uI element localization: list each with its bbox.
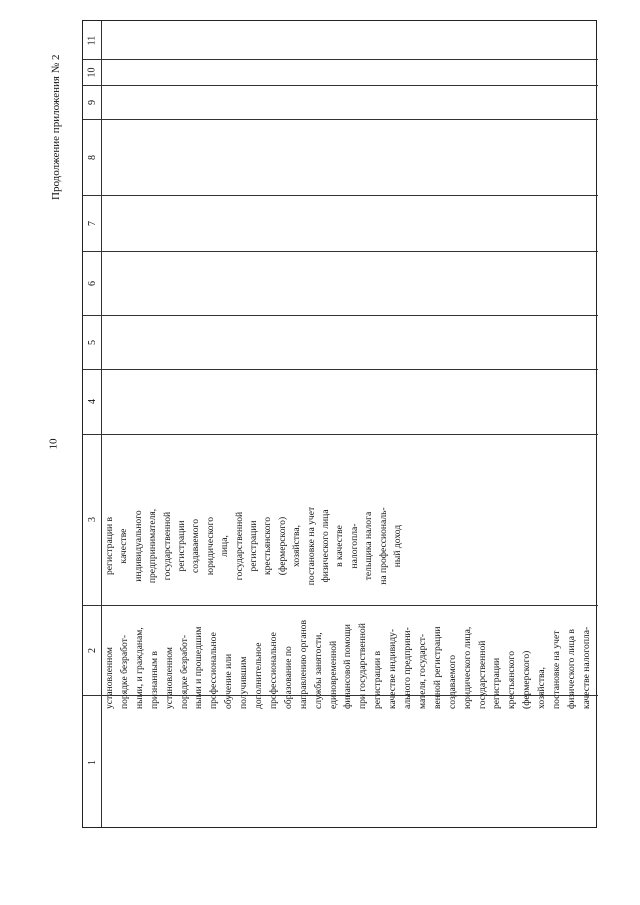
col1-line: обучение или xyxy=(223,653,235,709)
col-header-1: 1 xyxy=(86,759,98,765)
col1-line: порядке безработ- xyxy=(178,634,190,709)
col3-line: юридического xyxy=(204,516,216,576)
col3-line: постановке на учет xyxy=(305,506,317,586)
col-divider-5-6 xyxy=(83,315,598,316)
col3-line: в качестве xyxy=(334,525,346,567)
col-header-6: 6 xyxy=(86,280,98,286)
col1-line: ального предприни- xyxy=(402,627,413,709)
col-header-5: 5 xyxy=(86,339,98,345)
col3-line: налогопла- xyxy=(348,523,360,569)
col3-line: хозяйства, xyxy=(291,524,303,568)
col-header-9: 9 xyxy=(86,99,98,105)
col1-line: профессиональное xyxy=(208,632,220,709)
col3-line: предпринимателя, xyxy=(147,508,159,584)
col1-line: признанным в xyxy=(148,651,160,709)
col3-line: лица, xyxy=(219,535,231,557)
col1-line: регистрации xyxy=(491,657,503,709)
col1-line: профессиональное xyxy=(267,632,279,709)
col-header-2: 2 xyxy=(86,647,98,653)
col3-line: ный доход xyxy=(392,524,403,568)
col1-line: установленном xyxy=(163,647,175,709)
col3-line: регистрации в xyxy=(104,516,115,576)
col1-line: дополнительное xyxy=(253,642,264,709)
col3-line: физического лица xyxy=(320,509,331,583)
col-header-10: 10 xyxy=(86,67,98,77)
col3-line: крестьянского xyxy=(262,516,274,576)
col-divider-3-4 xyxy=(83,434,598,435)
col-header-7: 7 xyxy=(86,220,98,226)
col3-line: тельщика налога xyxy=(363,511,375,581)
page-number: 10 xyxy=(47,438,60,450)
col1-line: получившим xyxy=(238,656,250,709)
col-header-11: 11 xyxy=(86,35,98,45)
col-divider-7-8 xyxy=(83,195,598,196)
col-divider-6-7 xyxy=(83,251,598,252)
col1-line: юридического лица, xyxy=(461,626,473,709)
col1-line: направлению органов xyxy=(297,620,309,709)
col3-line: на профессиональ- xyxy=(377,507,389,585)
col3-line: регистрации xyxy=(176,520,187,572)
col3-line: государственной xyxy=(233,511,245,581)
col1-line: службы занятости, xyxy=(312,632,324,709)
col-divider-4-5 xyxy=(83,369,598,370)
appendix-title: Продолжение приложения № 2 xyxy=(50,54,62,200)
col1-line: хозяйства, xyxy=(536,666,548,709)
col1-line: единовременной xyxy=(327,640,339,709)
col1-line: ными, и гражданам, xyxy=(133,627,145,709)
col1-line: образование по xyxy=(282,646,294,709)
col3-line: индивидуального xyxy=(132,510,144,582)
col1-line: создаваемого xyxy=(446,654,458,709)
col1-line: ными и прошедшим xyxy=(193,626,205,709)
col1-line: установленном xyxy=(104,647,115,709)
col-header-3: 3 xyxy=(86,517,98,522)
col1-line: финансовой помощи xyxy=(342,624,354,709)
col1-line: мателя, государст- xyxy=(416,633,428,709)
col-divider-10-11 xyxy=(83,59,598,60)
col-divider-8-9 xyxy=(83,119,598,120)
col-header-8: 8 xyxy=(86,154,98,160)
col1-line: постановке на учет xyxy=(551,630,562,709)
col3-line: создаваемого xyxy=(190,518,202,574)
col3-line: государственной xyxy=(161,511,173,581)
col1-line: физического лица в xyxy=(565,629,577,709)
col1-line: качестве индивиду- xyxy=(387,628,399,709)
col1-line: (фермерского) xyxy=(521,650,533,709)
col1-line: регистрации в xyxy=(372,650,384,709)
data-table xyxy=(82,20,597,828)
col1-line: порядке безработ- xyxy=(118,634,130,709)
col-header-4: 4 xyxy=(86,399,98,404)
col1-line: венной регистрации xyxy=(431,626,443,709)
col-divider-9-10 xyxy=(83,85,598,86)
col1-line: крестьянского xyxy=(506,650,518,709)
col3-line: (фермерского) xyxy=(276,516,288,576)
col1-line: качестве налогопла- xyxy=(580,626,592,709)
col3-line: регистрации xyxy=(248,520,259,572)
header-strip-divider xyxy=(101,21,102,827)
col1-line: государственной xyxy=(476,640,488,709)
col1-line: при государственной xyxy=(357,623,369,709)
col3-line: качестве xyxy=(118,528,130,564)
